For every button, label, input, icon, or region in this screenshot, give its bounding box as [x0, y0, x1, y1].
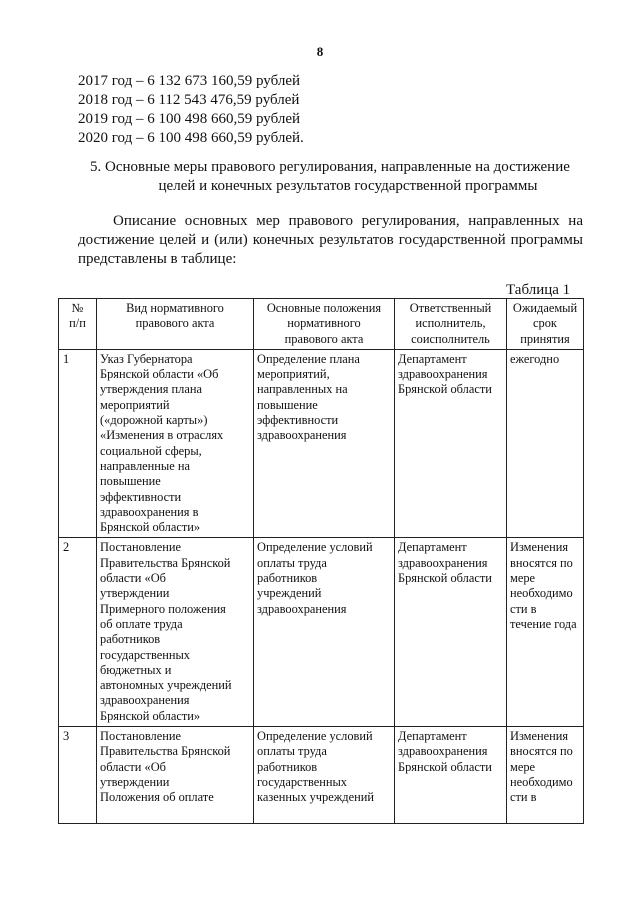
table-row	[59, 538, 584, 727]
row-term: ежегодно	[507, 349, 584, 538]
table-row	[59, 727, 584, 824]
row-act-type: Постановление Правительства Брянской области «Об утверждении Примерного положения об оплате труда работников государственных бюджетных и автономных учреждений здравоохранения Брянской области»	[97, 538, 254, 727]
row-act-type: Указ Губернатора Брянской области «Об утверждения плана мероприятий («дорожной карты») «Изменения в отраслях социальной сферы, направленные на повышение эффективности здравоохранения в Брянской области»	[97, 349, 254, 538]
row-number: 1	[59, 349, 97, 538]
row-provisions: Определение условий оплаты труда работников государственных казенных учреждений	[254, 727, 395, 824]
budget-line-2019: 2019 год – 6 100 498 660,59 рублей	[78, 111, 301, 127]
row-executor: Департамент здравоохранения Брянской области	[395, 727, 507, 824]
row-provisions: Определение плана мероприятий, направленных на повышение эффективности здравоохранения	[254, 349, 395, 538]
description-text: Описание основных мер правового регулирования, направленных на достижение целей и (или) конечных результатов государственной программы представлены в таблице:	[78, 213, 583, 267]
section-heading	[90, 158, 590, 196]
header-provisions: Основные положения нормативного правового акта	[254, 299, 395, 350]
budget-line-2017: 2017 год – 6 132 673 160,59 рублей	[78, 73, 301, 89]
row-number: 3	[59, 727, 97, 824]
row-term: Изменения вносятся по мере необходимо сти в течение года	[507, 538, 584, 727]
legal-acts-table	[58, 298, 584, 824]
header-act-type: Вид нормативного правового акта	[97, 299, 254, 350]
row-act-type: Постановление Правительства Брянской области «Об утверждении Положения об оплате	[97, 727, 254, 824]
section-heading-line-1: 5. Основные меры правового регулирования, направленные на достижение	[90, 159, 570, 175]
budget-line-2018: 2018 год – 6 112 543 476,59 рублей	[78, 92, 300, 108]
table-caption: Таблица 1	[506, 282, 571, 298]
row-provisions: Определение условий оплаты труда работников учреждений здравоохранения	[254, 538, 395, 727]
row-executor: Департамент здравоохранения Брянской области	[395, 349, 507, 538]
header-term: Ожидаемый срок принятия	[507, 299, 584, 350]
row-executor: Департамент здравоохранения Брянской области	[395, 538, 507, 727]
budget-line-2020: 2020 год – 6 100 498 660,59 рублей.	[78, 130, 304, 146]
table-header-row	[59, 299, 584, 350]
row-term: Изменения вносятся по мере необходимо сти в	[507, 727, 584, 824]
budget-list	[78, 72, 304, 148]
header-executor: Ответственный исполнитель, соисполнитель	[395, 299, 507, 350]
page-number: 8	[316, 44, 324, 59]
section-heading-line-2: целей и конечных результатов государственной программы	[158, 178, 538, 194]
header-number: № п/п	[59, 299, 97, 350]
table-row	[59, 349, 584, 538]
description-paragraph	[78, 212, 583, 269]
row-number: 2	[59, 538, 97, 727]
